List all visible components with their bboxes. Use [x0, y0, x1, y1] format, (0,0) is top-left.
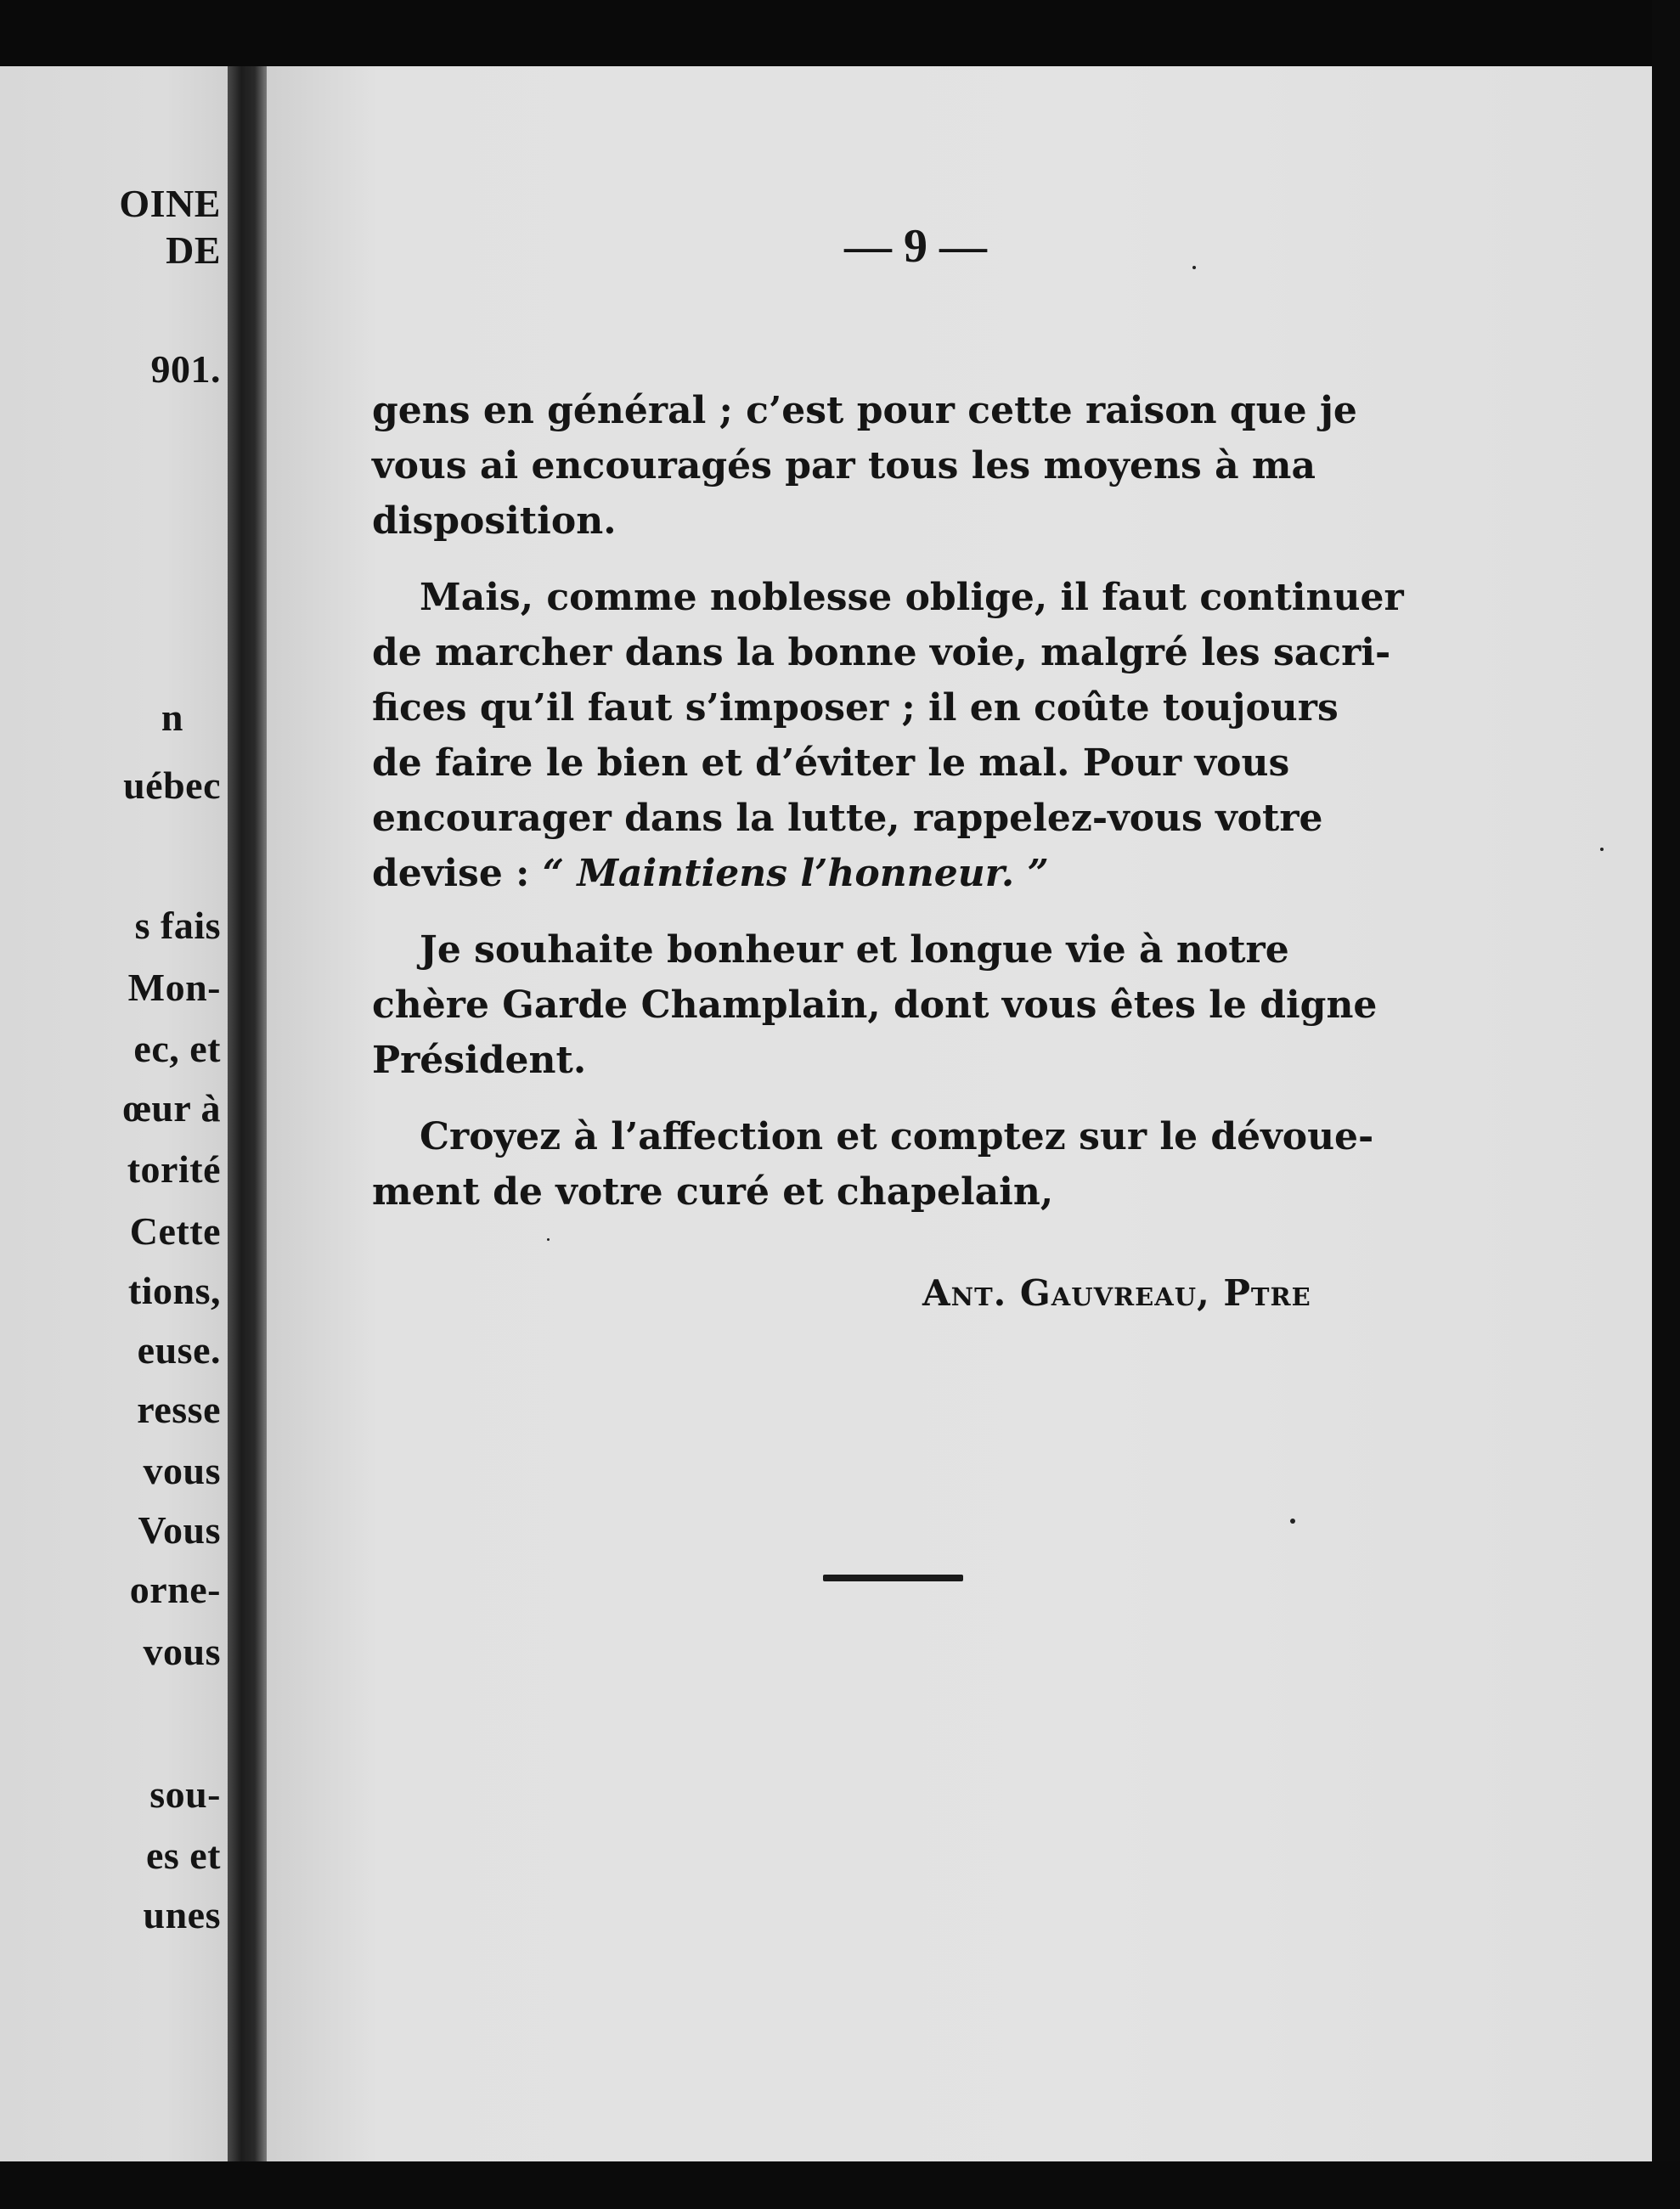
- left-page-line: euse.: [137, 1328, 221, 1372]
- closing-rule: [823, 1575, 963, 1581]
- dust-speck: [1192, 266, 1196, 269]
- left-page-line: uébec: [123, 764, 221, 807]
- left-page-line: vous: [143, 1449, 221, 1492]
- page-number: — 9 —: [844, 220, 987, 273]
- left-page-line: 901.: [150, 347, 221, 391]
- left-page: [0, 66, 236, 2161]
- scan-top-border: [0, 0, 1680, 66]
- body-line: gens en général ; c’est pour cette raison que je: [372, 389, 1357, 432]
- right-page: [267, 66, 1652, 2161]
- body-line: ment de votre curé et chapelain,: [372, 1170, 1054, 1214]
- body-line: vous ai encouragés par tous les moyens à ma: [372, 444, 1316, 487]
- left-page-line: orne-: [129, 1568, 221, 1611]
- left-page-line: ec, et: [133, 1027, 221, 1070]
- body-line: Mais, comme noblesse oblige, il faut continuer: [420, 576, 1404, 619]
- body-line: Croyez à l’affection et comptez sur le dévoue-: [420, 1115, 1374, 1158]
- body-line: Je souhaite bonheur et longue vie à notre: [420, 928, 1289, 972]
- left-page-line: Vous: [138, 1508, 221, 1552]
- body-line: de faire le bien et d’éviter le mal. Pour vous: [372, 741, 1290, 785]
- devise-label: devise :: [372, 852, 530, 895]
- scan-bottom-border: [0, 2161, 1680, 2209]
- left-page-line: sou-: [149, 1772, 221, 1816]
- body-line: [372, 852, 1049, 895]
- left-page-line: resse: [137, 1388, 221, 1431]
- left-page-line: es et: [145, 1834, 221, 1877]
- left-page-line: DE: [166, 228, 221, 272]
- body-line: Président.: [372, 1039, 587, 1082]
- body-line: de marcher dans la bonne voie, malgré les sacri-: [372, 631, 1391, 674]
- signature: Ant. Gauvreau, Ptre: [922, 1272, 1311, 1314]
- body-line: fices qu’il faut s’imposer ; il en coûte toujours: [372, 686, 1339, 730]
- left-page-line: vous: [143, 1630, 221, 1673]
- left-page-line: OINE: [119, 182, 221, 225]
- left-page-line: unes: [143, 1893, 221, 1936]
- book-gutter: [228, 66, 267, 2161]
- dust-speck: [1290, 1519, 1295, 1524]
- scan-right-border: [1652, 0, 1680, 2209]
- left-page-line: s fais: [134, 904, 221, 947]
- left-page-line: Cette: [129, 1209, 221, 1253]
- body-line: encourager dans la lutte, rappelez-vous votre: [372, 797, 1323, 840]
- body-line: disposition.: [372, 499, 617, 543]
- dust-speck: [1600, 848, 1604, 851]
- left-page-line: œur à: [122, 1086, 221, 1130]
- left-page-line: n: [161, 696, 183, 739]
- left-page-line: tions,: [127, 1269, 221, 1312]
- body-line: chère Garde Champlain, dont vous êtes le digne: [372, 983, 1378, 1027]
- left-page-line: torité: [127, 1147, 221, 1191]
- devise-motto: “ Maintiens l’honneur. ”: [542, 852, 1049, 895]
- dust-speck: [547, 1238, 550, 1241]
- left-page-line: Mon-: [127, 966, 221, 1009]
